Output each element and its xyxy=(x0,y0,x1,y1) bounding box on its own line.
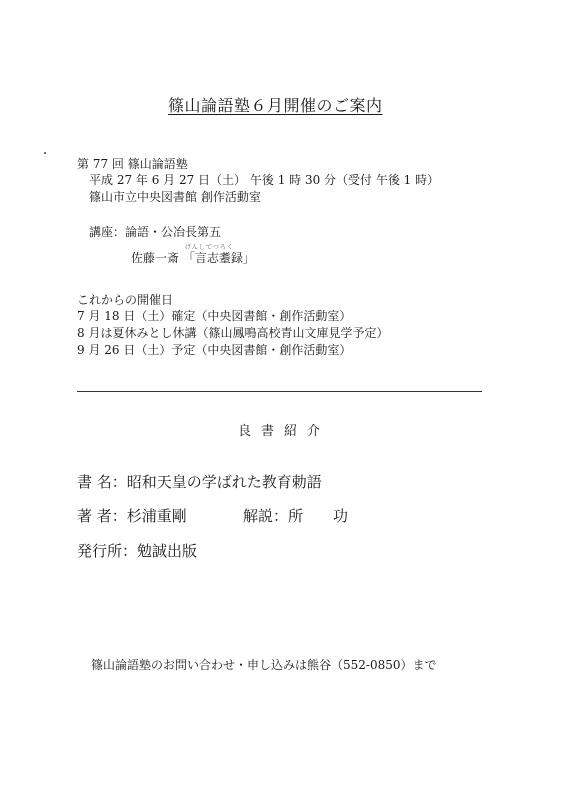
schedule-item: 9 月 26 日（土）予定（中央図書館・創作活動室） xyxy=(77,343,352,357)
book-commentary-label: 解説： xyxy=(243,507,289,525)
book-author-row xyxy=(77,505,187,526)
schedule-item: 7 月 18 日（土）確定（中央図書館・創作活動室） xyxy=(77,309,352,323)
book-publisher-row xyxy=(77,540,197,561)
book-title: 昭和天皇の学ばれた教育勅語 xyxy=(126,473,322,491)
section-divider xyxy=(77,391,482,392)
lecturer-work: 「言志耋録」 xyxy=(182,251,255,265)
scan-speck xyxy=(44,152,46,154)
lecturer-name: 佐藤一斎 xyxy=(131,251,180,265)
book-author: 杉浦重剛 xyxy=(126,507,187,525)
book-publisher-label: 発行所： xyxy=(77,542,138,560)
page-title: 篠山論語塾６月開催のご案内 xyxy=(168,96,383,115)
session-number: 第 77 回 篠山論語塾 xyxy=(77,157,188,171)
book-title-row xyxy=(77,471,322,492)
lecturer-work-ruby: げんしてつろく xyxy=(184,244,234,251)
session-venue: 篠山市立中央図書館 創作活動室 xyxy=(89,190,261,204)
book-title-label: 書 名： xyxy=(77,473,127,491)
lecturer-line xyxy=(131,244,255,265)
schedule-item: 8 月は夏休みとし休講（篠山鳳鳴高校青山文庫見学予定） xyxy=(77,326,389,340)
book-section-heading: 良書紹介 xyxy=(238,424,331,439)
book-commentary-row xyxy=(243,505,348,526)
book-commentator: 所 功 xyxy=(288,507,349,525)
book-author-label: 著 者： xyxy=(77,507,127,525)
session-date: 平成 27 年 6 月 27 日（土） 午後 1 時 30 分（受付 午後 1 時） xyxy=(89,173,440,187)
lecture-topic: 講座：論語・公冶長第五 xyxy=(89,225,222,239)
book-publisher: 勉誠出版 xyxy=(137,542,198,560)
contact-info: 篠山論語塾のお問い合わせ・申し込みは熊谷（552-0850）まで xyxy=(91,658,437,672)
schedule-heading: これからの開催日 xyxy=(77,293,174,307)
